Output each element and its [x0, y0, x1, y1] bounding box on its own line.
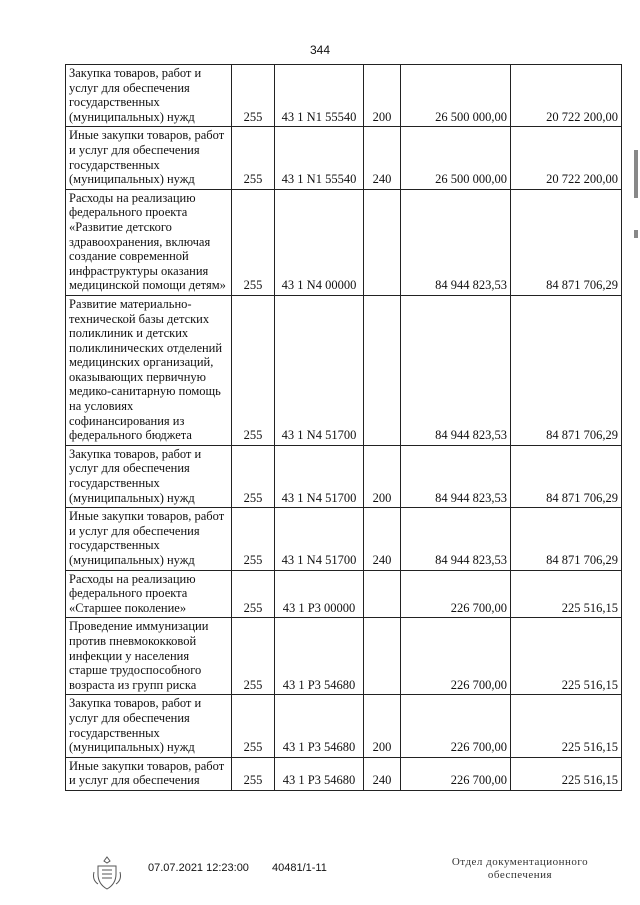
row-expense-type: 200 [364, 445, 401, 507]
row-target-article: 43 1 N1 55540 [275, 65, 364, 127]
row-amount-planned: 84 944 823,53 [401, 445, 511, 507]
row-expense-type [364, 618, 401, 695]
table-row [66, 445, 622, 507]
table-row [66, 695, 622, 757]
row-expense-type [364, 570, 401, 618]
row-amount-planned: 84 944 823,53 [401, 508, 511, 570]
row-target-article: 43 1 P3 00000 [275, 570, 364, 618]
row-expense-type: 240 [364, 757, 401, 790]
row-amount-planned: 226 700,00 [401, 757, 511, 790]
row-amount-executed: 225 516,15 [511, 757, 622, 790]
row-department-code: 255 [232, 695, 275, 757]
row-target-article: 43 1 P3 54680 [275, 695, 364, 757]
row-name: Иные закупки товаров, работ и услуг для обеспечения государственных (муниципальных) нужд [66, 508, 232, 570]
row-department-code: 255 [232, 570, 275, 618]
page-footer [0, 850, 640, 905]
row-amount-planned: 84 944 823,53 [401, 189, 511, 295]
row-amount-executed: 84 871 706,29 [511, 445, 622, 507]
row-amount-executed: 84 871 706,29 [511, 189, 622, 295]
row-amount-planned: 84 944 823,53 [401, 295, 511, 445]
row-amount-executed: 225 516,15 [511, 695, 622, 757]
row-amount-planned: 26 500 000,00 [401, 127, 511, 189]
row-amount-executed: 84 871 706,29 [511, 295, 622, 445]
row-name: Проведение иммунизации против пневмококковой инфекции у населения старше трудоспособного возраста из групп риска [66, 618, 232, 695]
row-name: Закупка товаров, работ и услуг для обеспечения государственных (муниципальных) нужд [66, 445, 232, 507]
row-amount-planned: 226 700,00 [401, 695, 511, 757]
table-row [66, 189, 622, 295]
scan-edge-mark [634, 150, 638, 198]
row-department-code: 255 [232, 295, 275, 445]
row-name: Закупка товаров, работ и услуг для обеспечения государственных (муниципальных) нужд [66, 65, 232, 127]
row-name: Расходы на реализацию федерального проекта «Старшее поколение» [66, 570, 232, 618]
row-department-code: 255 [232, 65, 275, 127]
row-target-article: 43 1 N4 51700 [275, 508, 364, 570]
table-row [66, 570, 622, 618]
row-target-article: 43 1 P3 54680 [275, 618, 364, 695]
footer-datetime: 07.07.2021 12:23:00 [148, 862, 249, 874]
table-row [66, 618, 622, 695]
row-amount-planned: 226 700,00 [401, 570, 511, 618]
row-amount-executed: 20 722 200,00 [511, 127, 622, 189]
row-target-article: 43 1 P3 54680 [275, 757, 364, 790]
row-target-article: 43 1 N4 51700 [275, 445, 364, 507]
row-amount-planned: 226 700,00 [401, 618, 511, 695]
row-department-code: 255 [232, 189, 275, 295]
row-department-code: 255 [232, 618, 275, 695]
row-department-code: 255 [232, 508, 275, 570]
row-name: Развитие материально-технической базы детских поликлиник и детских поликлинических отделений медицинских организаций, оказывающих первичную медико-санитарную помощь на условиях софинансирования из федерального бюджета [66, 295, 232, 445]
row-amount-executed: 225 516,15 [511, 570, 622, 618]
row-amount-executed: 225 516,15 [511, 618, 622, 695]
row-expense-type: 200 [364, 695, 401, 757]
row-expense-type: 240 [364, 508, 401, 570]
row-target-article: 43 1 N4 51700 [275, 295, 364, 445]
row-amount-executed: 20 722 200,00 [511, 65, 622, 127]
row-expense-type [364, 295, 401, 445]
budget-table-body [66, 65, 622, 791]
table-row [66, 757, 622, 790]
table-row [66, 295, 622, 445]
row-name: Расходы на реализацию федерального проекта «Развитие детского здравоохранения, включая создание современной инфраструктуры оказания медицинской помощи детям» [66, 189, 232, 295]
row-expense-type [364, 189, 401, 295]
footer-department-stamp [430, 856, 610, 882]
row-expense-type: 200 [364, 65, 401, 127]
footer-document-number: 40481/1-11 [272, 862, 327, 874]
page-number: 344 [309, 43, 331, 57]
row-amount-planned: 26 500 000,00 [401, 65, 511, 127]
scan-edge-mark [634, 230, 638, 238]
row-name: Иные закупки товаров, работ и услуг для обеспечения государственных (муниципальных) нужд [66, 127, 232, 189]
table-row [66, 508, 622, 570]
footer-department-line: Отдел документационного [451, 856, 589, 868]
row-amount-executed: 84 871 706,29 [511, 508, 622, 570]
coat-of-arms-icon [88, 854, 126, 892]
row-expense-type: 240 [364, 127, 401, 189]
footer-department-line: обеспечения [487, 869, 553, 881]
row-name: Иные закупки товаров, работ и услуг для обеспечения [66, 757, 232, 790]
row-target-article: 43 1 N1 55540 [275, 127, 364, 189]
table-row [66, 127, 622, 189]
row-department-code: 255 [232, 127, 275, 189]
row-department-code: 255 [232, 445, 275, 507]
budget-table [65, 64, 622, 791]
row-department-code: 255 [232, 757, 275, 790]
row-name: Закупка товаров, работ и услуг для обеспечения государственных (муниципальных) нужд [66, 695, 232, 757]
row-target-article: 43 1 N4 00000 [275, 189, 364, 295]
table-row [66, 65, 622, 127]
